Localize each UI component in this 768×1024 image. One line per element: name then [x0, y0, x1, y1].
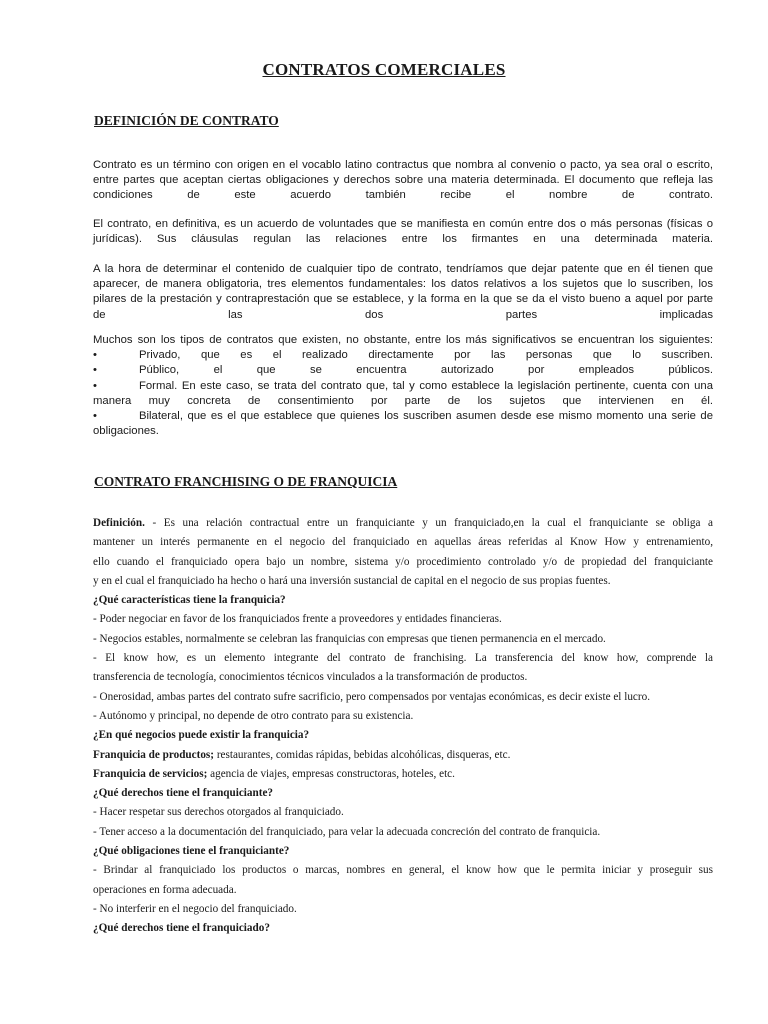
text-line: operaciones en forma adecuada. [93, 883, 237, 896]
list-item: - No interferir en el negocio del franquiciado. [93, 902, 297, 915]
paragraph-definicion [93, 158, 713, 204]
bullet-item [93, 409, 713, 424]
question-heading: ¿Qué características tiene la franquicia? [93, 594, 286, 607]
text-line: mantener un interés permanente en el negocio del franquiciado en aquellas áreas referidas al Know How y entrenamiento, [93, 536, 713, 549]
text-line: aparecer, de manera obligatoria, tres elementos fundamentales: los datos relativos a los sujetos que lo suscriben, los [93, 278, 713, 291]
text-line: transferencia de tecnología, conocimientos técnicos vinculados a la transformación de productos. [93, 671, 528, 684]
bullet-item [93, 363, 713, 378]
question-heading: ¿En qué negocios puede existir la franquicia? [93, 729, 310, 742]
list-item: - El know how, es un elemento integrante del contrato de franchising. La transferencia del know how, comprende la [93, 652, 713, 665]
paragraph-tipos [93, 333, 713, 439]
bullet-icon: • [93, 349, 97, 362]
franquicia-content [93, 514, 713, 939]
text-line: obligaciones. [93, 425, 159, 438]
bullet-item [93, 379, 713, 394]
text-line: Muchos son los tipos de contratos que existen, no obstante, entre los más significativos se encuentran los siguientes: [93, 334, 713, 346]
question-heading: ¿Qué obligaciones tiene el franquiciante? [93, 845, 290, 858]
question-heading: ¿Qué derechos tiene el franquiciado? [93, 922, 270, 935]
text-line: pilares de la prestación y contraprestación que se establece, y la forma en la que se da el visto bueno a aquel por parte [93, 293, 713, 306]
item-label: Franquicia de productos; [93, 748, 215, 761]
list-item: - Hacer respetar sus derechos otorgados al franquiciado. [93, 806, 344, 819]
paragraph-contenido [93, 262, 713, 323]
list-item [93, 765, 713, 784]
list-item: - Onerosidad, ambas partes del contrato sufre sacrificio, pero compensados por ventajas económicas, es decir existe el lucro. [93, 690, 650, 703]
bullet-text: Público, el que se encuentra autorizado por empleados públicos. [139, 364, 713, 377]
text-line: entre partes que aceptan ciertas obligaciones y derechos sobre una materia determinada. El documento que refleja las [93, 174, 713, 187]
bullet-item [93, 348, 713, 363]
item-text: agencia de viajes, empresas constructoras, hoteles, etc. [207, 767, 455, 780]
bullet-icon: • [93, 379, 97, 392]
item-label: Franquicia de servicios; [93, 767, 208, 780]
bullet-icon: • [93, 364, 97, 377]
section-heading-definicion: DEFINICIÓN DE CONTRATO [94, 113, 279, 128]
paragraph-acuerdo [93, 217, 713, 247]
item-text: restaurantes, comidas rápidas, bebidas alcohólicas, disqueras, etc. [214, 748, 511, 761]
text-line: El contrato, en definitiva, es un acuerdo de voluntades que se manifiesta en común entre dos o más personas (físicas o [93, 218, 713, 230]
list-item: - Negocios estables, normalmente se celebran las franquicias con empresas que tienen permanencia en el mercado. [93, 632, 606, 645]
list-item: - Autónomo y principal, no depende de otro contrato para su existencia. [93, 709, 414, 722]
list-item: - Brindar al franquiciado los productos o marcas, nombres en general, el know how que le permita iniciar y proseguir sus [93, 864, 713, 877]
definition-text: - Es una relación contractual entre un franquiciante y un franquiciado,en la cual el franquiciante se obliga a [144, 517, 713, 529]
text-line: A la hora de determinar el contenido de cualquier tipo de contrato, tendríamos que dejar patente que en él tienen que [93, 263, 713, 275]
bullet-text: Privado, que es el realizado directamente por las personas que lo suscriben. [139, 349, 713, 362]
list-item: - Poder negociar en favor de los franquiciados frente a proveedores y entidades financieras. [93, 613, 502, 626]
definition-line [93, 514, 713, 533]
page-title: CONTRATOS COMERCIALES [262, 60, 506, 79]
text-line: ello cuando el franquiciado opera bajo un nombre, sistema y/o procedimiento controlado y/o de propiedad del franquiciante [93, 555, 713, 568]
text-line: y en el cual el franquiciado ha hecho o hará una inversión sustancial de capital en el negocio de sus propias fuentes. [93, 574, 611, 587]
text-line: condiciones de este acuerdo también recibe el nombre de contrato. [93, 189, 713, 202]
text-line: Contrato es un término con origen en el vocablo latino contractus que nombra al convenio o pacto, ya sea oral o escrito, [93, 159, 713, 171]
bullet-icon: • [93, 410, 97, 423]
list-item: - Tener acceso a la documentación del franquiciado, para velar la adecuada concreción del contrato de franquicia. [93, 825, 601, 838]
question-heading: ¿Qué derechos tiene el franquiciante? [93, 787, 274, 800]
definition-label: Definición. [93, 517, 145, 529]
text-line: manera muy concreta de consentimiento por parte de los sujetos que intervienen en él. [93, 394, 713, 407]
bullet-text: Bilateral, que es el que establece que quienes los suscriben asumen desde ese mismo momento una serie de [139, 410, 713, 423]
section-heading-franquicia: CONTRATO FRANCHISING O DE FRANQUICIA [94, 474, 398, 489]
text-line: de las dos partes implicadas [93, 308, 713, 321]
list-item [93, 746, 713, 765]
bullet-text: Formal. En este caso, se trata del contrato que, tal y como establece la legislación pertinente, cuenta con una [139, 379, 713, 392]
text-line: jurídicas). Sus cláusulas regulan las relaciones entre los firmantes en una determinada materia. [93, 233, 713, 246]
